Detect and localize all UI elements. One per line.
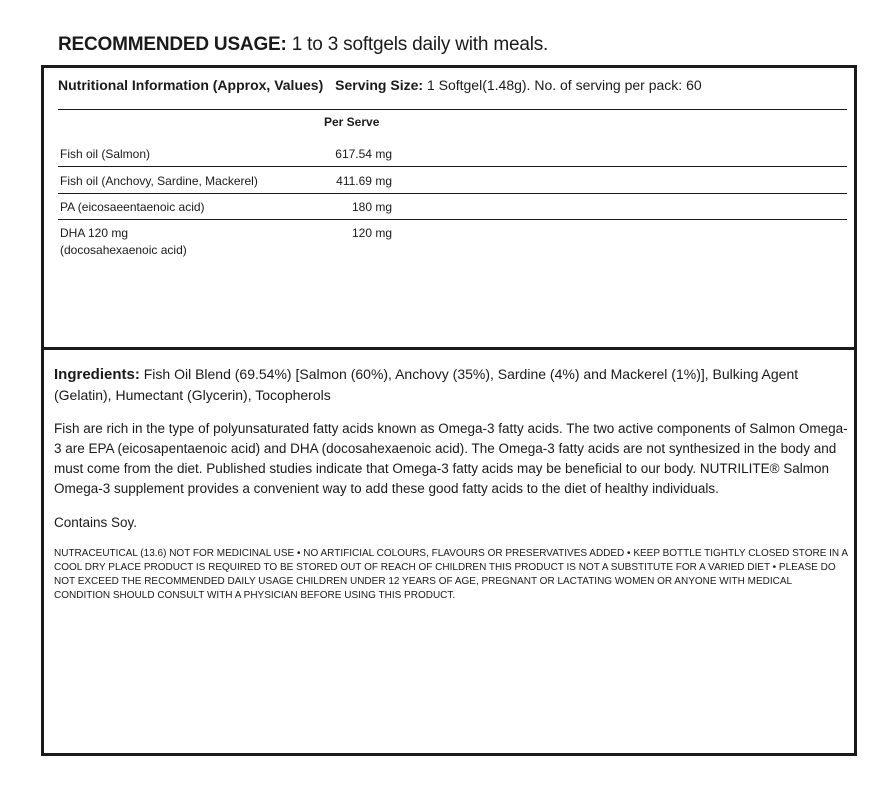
nutrient-value: 180 mg xyxy=(351,200,392,214)
recommended-usage xyxy=(58,34,548,56)
nutrient-name: PA (eicosaeentaenoic acid) xyxy=(60,200,205,214)
disclaimer: NUTRACEUTICAL (13.6) NOT FOR MEDICINAL USE • NO ARTIFICIAL COLOURS, FLAVOURS OR PRESERVATIVES ADDED • KEEP BOTTLE TIGHTLY CLOSED STORE IN A COOL DRY PLACE PRODUCT IS REQUIRED TO BE STORED OUT OF REACH OF CHILDREN THIS PRODUCT IS NOT A SUBSTITUTE FOR A VARIED DIET • PLEASE DO NOT EXCEED THE RECOMMENDED DAILY USAGE CHILDREN UNDER 12 YEARS OF AGE, PREGNANT OR LACTATING WOMEN OR ANYONE WITH MEDICAL CONDITION SHOULD CONSULT WITH A PHYSICIAN BEFORE USING THIS PRODUCT. xyxy=(54,548,848,601)
serving-size-label: Serving Size: xyxy=(335,77,424,93)
ingredients-text: Fish Oil Blend (69.54%) [Salmon (60%), Anchovy (35%), Sardine (4%) and Mackerel (1%)], Bulking Agent (Gelatin), Humectant (Glycerin), Tocopherols xyxy=(54,366,799,403)
nutrient-name: DHA 120 mg (docosahexaenoic acid) xyxy=(60,226,187,257)
usage-text: 1 to 3 softgels daily with meals. xyxy=(291,34,549,55)
per-serve-header: Per Serve xyxy=(324,115,380,129)
nutrient-name: Fish oil (Anchovy, Sardine, Mackerel) xyxy=(60,174,258,188)
allergen-statement: Contains Soy. xyxy=(54,515,138,530)
serving-size-text: 1 Softgel(1.48g). No. of serving per pack: 60 xyxy=(426,77,702,93)
nutrition-row xyxy=(58,199,847,220)
nutrition-title: Nutritional Information (Approx, Values) xyxy=(58,77,324,93)
product-description: Fish are rich in the type of polyunsaturated fatty acids known as Omega-3 fatty acids. The two active components of Salmon Omega-3 are EPA (eicosapentaenoic acid) and DHA (docosahexaenoic acid). The Omega-3 fatty acids are not synthesized in the body and must come from the diet. Published studies indicate that Omega-3 fatty acids may be beneficial to our body. NUTRILITE® Salmon Omega-3 supplement provides a convenient way to add these good fatty acids to the diet of healthy individuals. xyxy=(54,421,848,496)
ingredients-label: Ingredients: xyxy=(54,366,140,383)
nutrient-value: 411.69 mg xyxy=(336,174,392,188)
nutrition-row xyxy=(58,173,847,194)
ingredients xyxy=(54,364,849,405)
label-body xyxy=(54,364,849,603)
nutrition-header xyxy=(58,77,702,93)
nutrition-row xyxy=(58,225,847,265)
nutrition-row xyxy=(58,146,847,167)
usage-label: RECOMMENDED USAGE: xyxy=(58,34,287,55)
nutrient-name: Fish oil (Salmon) xyxy=(60,147,151,161)
nutrition-section xyxy=(44,68,854,350)
nutrient-value: 120 mg xyxy=(351,226,392,240)
header-divider xyxy=(58,109,847,110)
label-panel xyxy=(41,65,857,756)
nutrient-value: 617.54 mg xyxy=(335,147,392,161)
